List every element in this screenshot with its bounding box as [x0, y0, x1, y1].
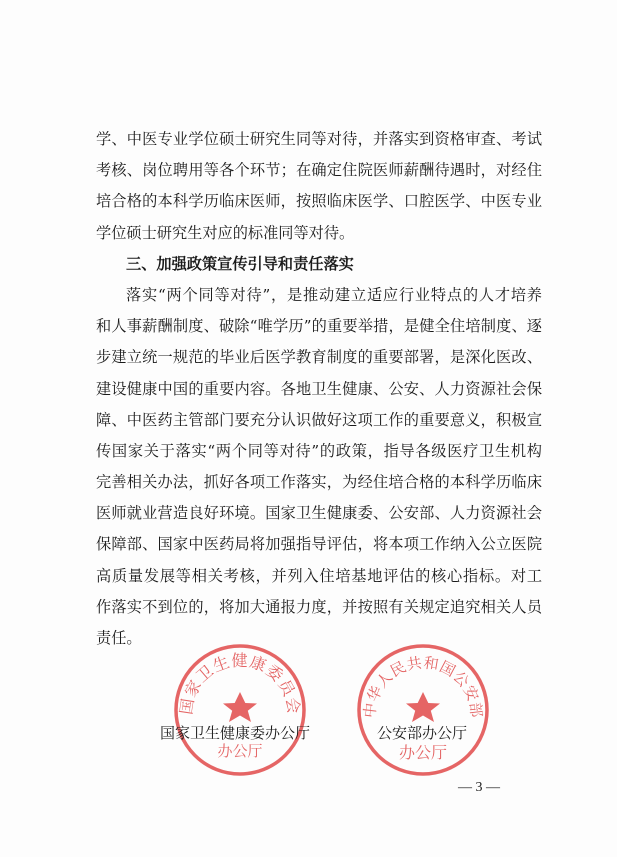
section-line: 落实“两个同等对待”，是推动建立适应行业特点的人才培养 [126, 285, 542, 304]
section-line: 传国家关于落实“两个同等对待”的政策，指导各级医疗卫生机构 [96, 441, 542, 460]
section-line: 建设健康中国的重要内容。各地卫生健康、公安、人力资源社会保 [96, 379, 542, 398]
page-number: — 3 — [458, 780, 500, 795]
section-line: 完善相关办法，抓好各项工作落实，为经住培合格的本科学历临床 [96, 473, 542, 492]
document-body [96, 124, 542, 654]
seal-left-bottom-text: 办公厅 [217, 742, 263, 760]
health-commission-seal [170, 640, 310, 780]
section-line: 作落实不到位的，将加大通报力度，并按照有关规定追究相关人员 [96, 597, 542, 616]
signer-public-security: 公安部办公厅 [377, 724, 468, 742]
section-line: 医师就业营造良好环境。国家卫生健康委、公安部、人力资源社会 [96, 504, 542, 523]
section-line: 步建立统一规范的毕业后医学教育制度的重要部署，是深化医改、 [96, 348, 542, 367]
seal-left-arc-text: 国家卫生健康委员会 [176, 651, 304, 716]
section-line: 高质量发展等相关考核，并列入住培基地评估的核心指标。对工 [96, 566, 542, 585]
body-line: 培合格的本科学历临床医师，按照临床医学、口腔医学、中医专业 [96, 192, 542, 211]
signer-health-commission: 国家卫生健康委办公厅 [160, 724, 311, 742]
seal-right-bottom-text: 办公厅 [398, 743, 448, 762]
section-line: 和人事薪酬制度、破除“唯学历”的重要举措，是健全住培制度、逐 [96, 317, 542, 336]
section-line: 责任。 [96, 629, 142, 647]
body-line: 学、中医专业学位硕士研究生同等对待，并落实到资格审查、考试 [96, 130, 542, 148]
star-icon [223, 692, 257, 722]
star-icon [406, 692, 440, 722]
section-line: 保障部、国家中医药局将加强指导评估，将本项工作纳入公立医院 [96, 535, 542, 554]
body-line: 学位硕士研究生对应的标准同等对待。 [96, 223, 355, 242]
public-security-seal [353, 640, 493, 780]
body-line: 考核、岗位聘用等各个环节；在确定住院医师薪酬待遇时，对经住 [96, 161, 542, 180]
section-heading: 三、加强政策宣传引导和责任落实 [126, 254, 354, 273]
seal-right-arc-text: 中华人民共和国公安部 [360, 653, 486, 719]
section-line: 障、中医药主管部门要充分认识做好这项工作的重要意义，积极宣 [96, 410, 542, 429]
